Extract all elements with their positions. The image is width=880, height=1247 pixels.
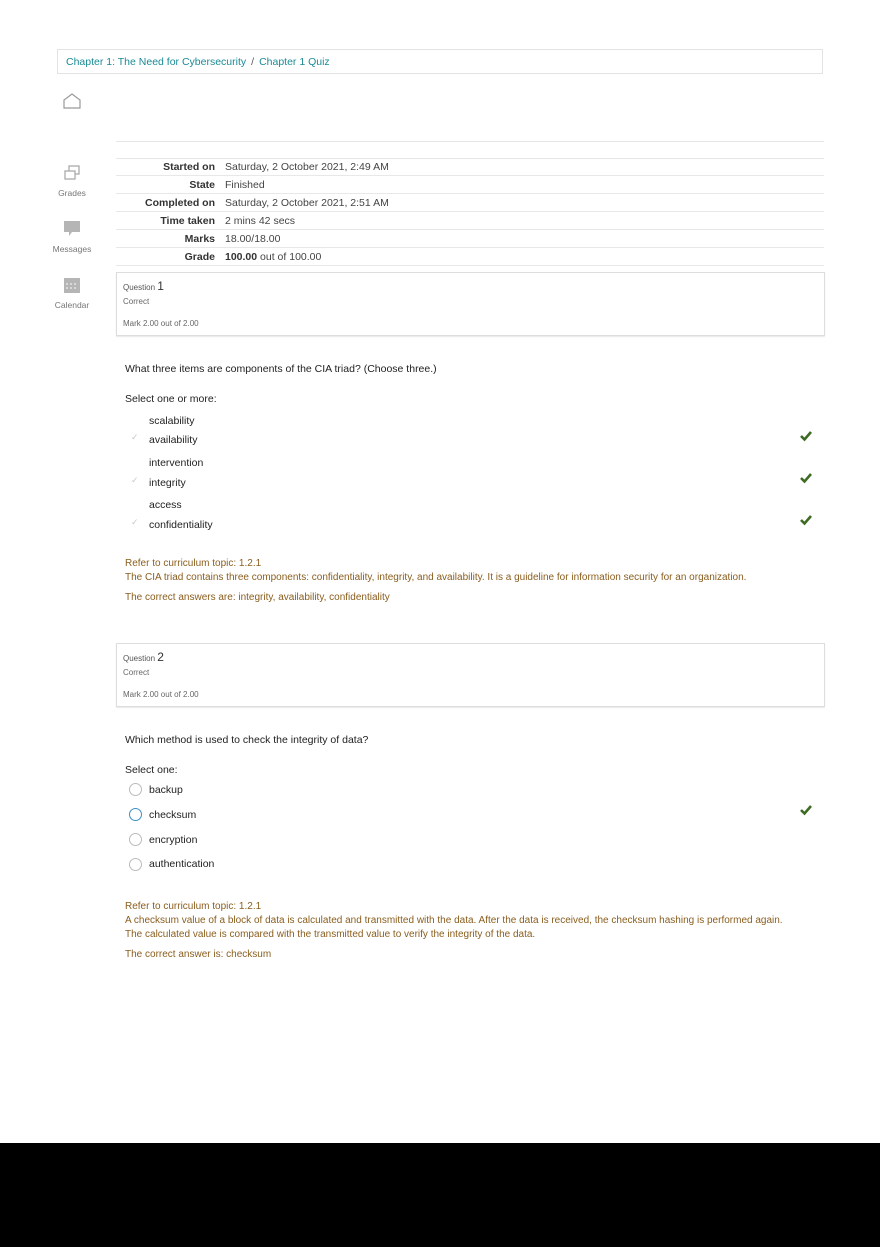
summary-row-state: State Finished xyxy=(116,176,824,194)
breadcrumb-separator: / xyxy=(251,56,255,68)
summary-row-started: Started on Saturday, 2 October 2021, 2:49 AM xyxy=(116,158,824,176)
checkbox-checked-icon[interactable]: ✓ xyxy=(131,475,139,485)
question-2-prompt: Select one: xyxy=(125,764,178,776)
question-mark: Mark 2.00 out of 2.00 xyxy=(123,319,199,328)
sidebar-item-messages[interactable] xyxy=(44,220,100,254)
grades-icon xyxy=(63,164,81,182)
summary-row-time-taken: Time taken 2 mins 42 secs xyxy=(116,212,824,230)
correct-answer: The correct answers are: integrity, availability, confidentiality xyxy=(125,592,390,603)
radio-encryption[interactable] xyxy=(129,833,142,846)
correct-answer: The correct answer is: checksum xyxy=(125,949,272,960)
home-icon[interactable] xyxy=(63,93,81,109)
option-access[interactable]: access xyxy=(149,499,182,511)
option-backup[interactable]: backup xyxy=(149,784,183,796)
sidebar-item-grades[interactable] xyxy=(44,164,100,198)
question-state: Correct xyxy=(123,668,150,677)
sidebar-item-label: Messages xyxy=(52,244,92,254)
feedback-explanation-line-1: A checksum value of a block of data is calculated and transmitted with the data. After the data is received, the checksum hashing is performed again. xyxy=(125,915,783,926)
option-checksum[interactable]: checksum xyxy=(149,809,197,821)
divider xyxy=(116,141,824,142)
option-confidentiality[interactable]: confidentiality xyxy=(149,519,213,531)
question-1-feedback xyxy=(125,557,825,605)
option-scalability[interactable]: scalability xyxy=(149,415,195,427)
correct-check-icon xyxy=(799,472,813,484)
curriculum-topic: Refer to curriculum topic: 1.2.1 xyxy=(125,901,262,912)
question-1-info: Question 1 Correct Mark 2.00 out of 2.00 xyxy=(116,272,825,336)
option-intervention[interactable]: intervention xyxy=(149,457,204,469)
question-2-feedback xyxy=(125,900,835,962)
question-1-prompt: Select one or more: xyxy=(125,393,217,405)
question-2-text: Which method is used to check the integrity of data? xyxy=(125,734,369,746)
page-bottom-margin xyxy=(0,1143,880,1247)
option-authentication[interactable]: authentication xyxy=(149,858,215,870)
summary-row-marks: Marks 18.00/18.00 xyxy=(116,230,824,248)
radio-authentication[interactable] xyxy=(129,858,142,871)
question-2-info: Question 2 Correct Mark 2.00 out of 2.00 xyxy=(116,643,825,707)
breadcrumb-quiz-link[interactable]: Chapter 1 Quiz xyxy=(259,56,330,68)
attempt-summary-table xyxy=(116,158,824,266)
radio-checksum-selected[interactable] xyxy=(129,808,142,821)
correct-check-icon xyxy=(799,430,813,442)
question-1-text: What three items are components of the CIA triad? (Choose three.) xyxy=(125,363,437,375)
question-number: 2 xyxy=(157,650,164,664)
option-integrity[interactable]: integrity xyxy=(149,477,186,489)
option-availability[interactable]: availability xyxy=(149,434,198,446)
summary-row-grade: Grade 100.00 out of 100.00 xyxy=(116,248,824,266)
checkbox-checked-icon[interactable]: ✓ xyxy=(131,517,139,527)
grade-value: 100.00 xyxy=(225,250,258,263)
checkbox-checked-icon[interactable]: ✓ xyxy=(131,432,139,442)
sidebar-item-label: Calendar xyxy=(54,300,90,310)
summary-row-completed: Completed on Saturday, 2 October 2021, 2:51 AM xyxy=(116,194,824,212)
feedback-explanation: The CIA triad contains three components: confidentiality, integrity, and availability. It is a guideline for information security for an organization. xyxy=(125,572,747,583)
option-encryption[interactable]: encryption xyxy=(149,834,198,846)
sidebar-item-label: Grades xyxy=(58,188,86,198)
sidebar-item-calendar[interactable] xyxy=(44,276,100,310)
breadcrumb-course-link[interactable]: Chapter 1: The Need for Cybersecurity xyxy=(66,56,247,68)
question-mark: Mark 2.00 out of 2.00 xyxy=(123,690,199,699)
curriculum-topic: Refer to curriculum topic: 1.2.1 xyxy=(125,558,262,569)
messages-icon xyxy=(63,220,81,238)
radio-backup[interactable] xyxy=(129,783,142,796)
calendar-icon xyxy=(63,276,81,294)
breadcrumb xyxy=(57,49,823,74)
question-number: 1 xyxy=(157,279,164,293)
question-state: Correct xyxy=(123,297,150,306)
correct-check-icon xyxy=(799,514,813,526)
correct-check-icon xyxy=(799,804,813,816)
feedback-explanation-line-2: The calculated value is compared with the transmitted value to verify the integrity of the data. xyxy=(125,929,536,940)
